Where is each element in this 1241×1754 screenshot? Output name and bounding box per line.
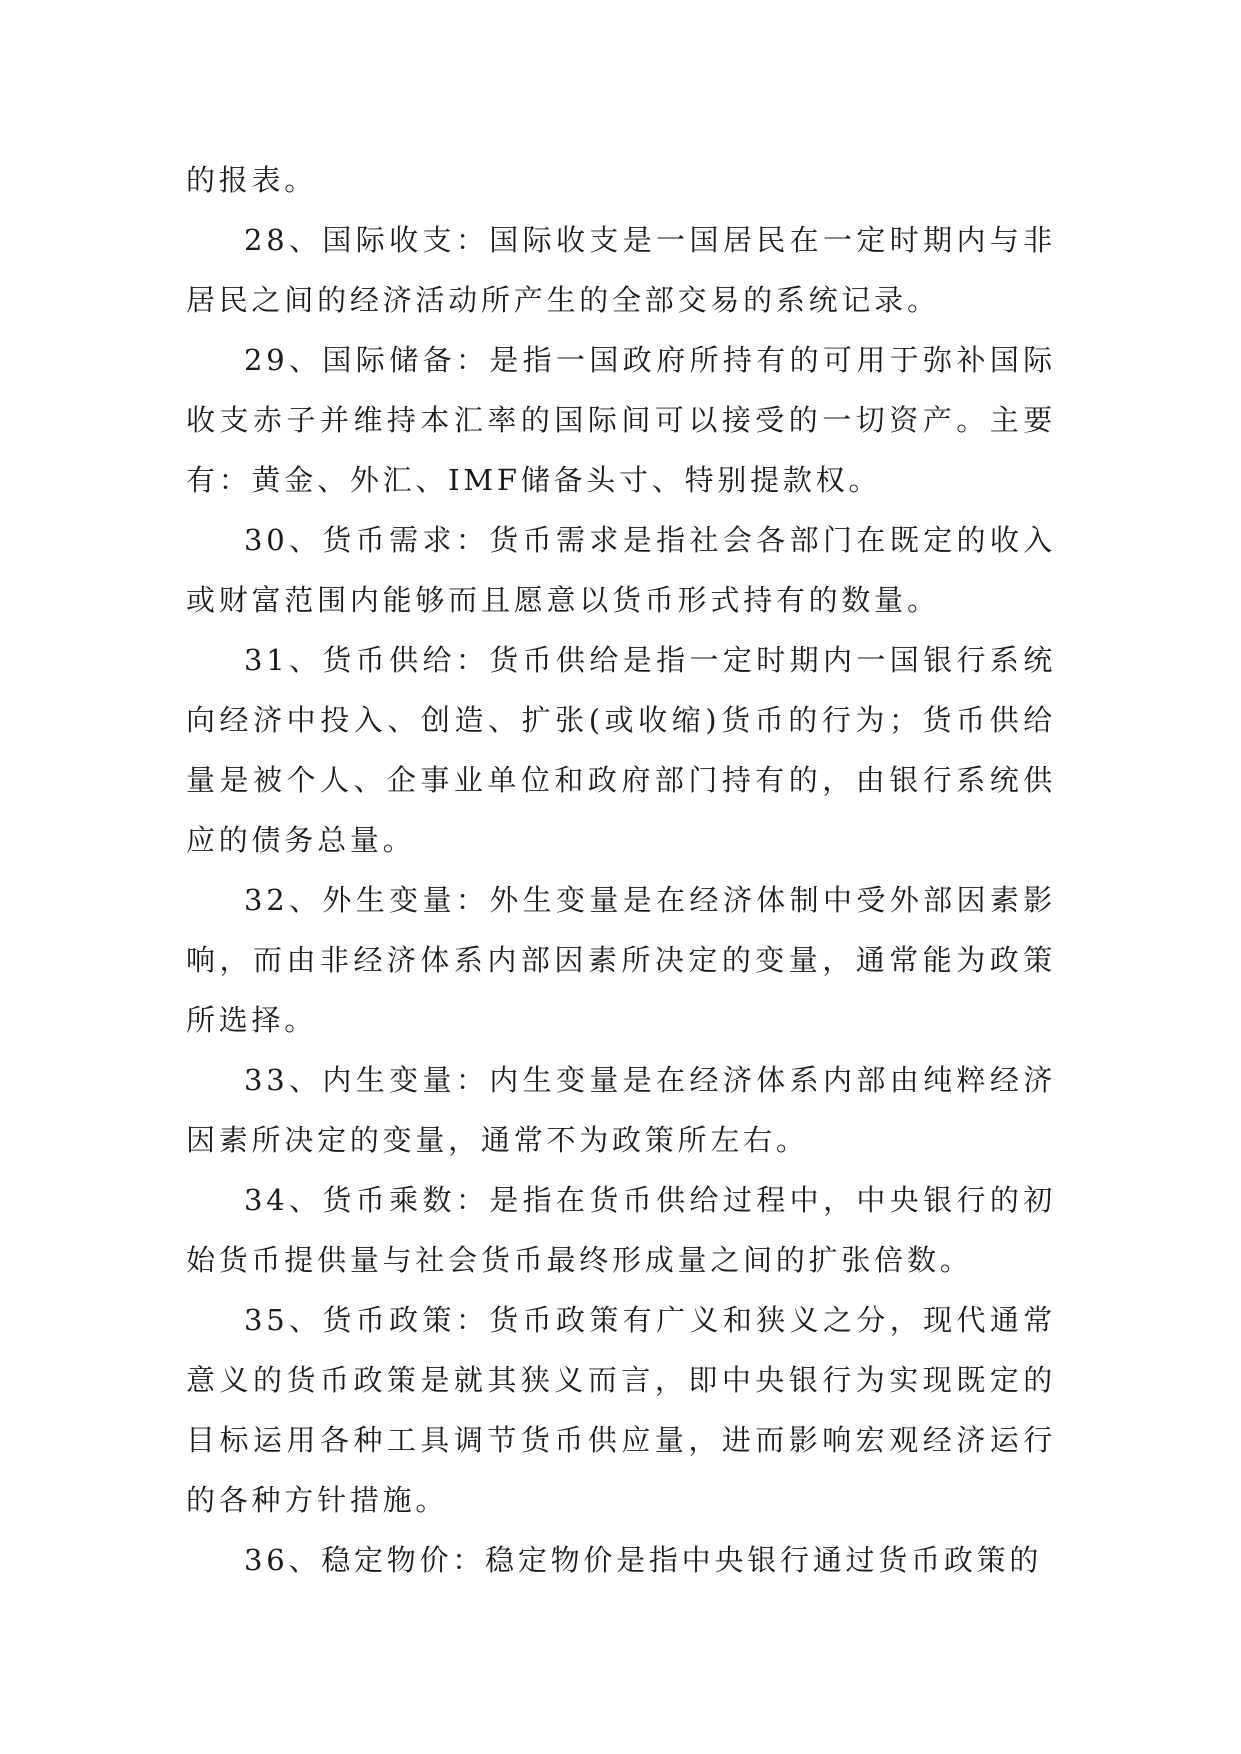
paragraph-balance-of-payments: 28、国际收支：国际收支是一国居民在一定时期内与非居民之间的经济活动所产生的全部交易的系统记录。: [186, 223, 1056, 317]
paragraph-exogenous-variable: 32、外生变量：外生变量是在经济体制中受外部因素影响，而由非经济体系内部因素所决定的变量，通常能为政策所选择。: [186, 883, 1056, 1037]
paragraph-money-multiplier: 34、货币乘数：是指在货币供给过程中，中央银行的初始货币提供量与社会货币最终形成量之间的扩张倍数。: [186, 1183, 1056, 1277]
paragraph-money-demand: 30、货币需求：货币需求是指社会各部门在既定的收入或财富范围内能够而且愿意以货币形式持有的数量。: [186, 523, 1056, 617]
paragraph-price-stability: 36、稳定物价：稳定物价是指中央银行通过货币政策的: [244, 1543, 1043, 1577]
paragraph-money-supply: 31、货币供给：货币供给是指一定时期内一国银行系统向经济中投入、创造、扩张(或收缩)货币的行为；货币供给量是被个人、企事业单位和政府部门持有的，由银行系统供应的债务总量。: [186, 643, 1056, 857]
paragraph-continuation: 的报表。: [186, 163, 318, 197]
paragraph-endogenous-variable: 33、内生变量：内生变量是在经济体系内部由纯粹经济因素所决定的变量，通常不为政策所左右。: [186, 1063, 1056, 1157]
document-page: [186, 150, 1056, 1590]
paragraph-monetary-policy: 35、货币政策：货币政策有广义和狭义之分，现代通常意义的货币政策是就其狭义而言，即中央银行为实现既定的目标运用各种工具调节货币供应量，进而影响宏观经济运行的各种方针措施。: [186, 1303, 1056, 1517]
paragraph-international-reserves: 29、国际储备：是指一国政府所持有的可用于弥补国际收支赤子并维持本汇率的国际间可以接受的一切资产。主要有：黄金、外汇、IMF储备头寸、特别提款权。: [186, 343, 1056, 497]
